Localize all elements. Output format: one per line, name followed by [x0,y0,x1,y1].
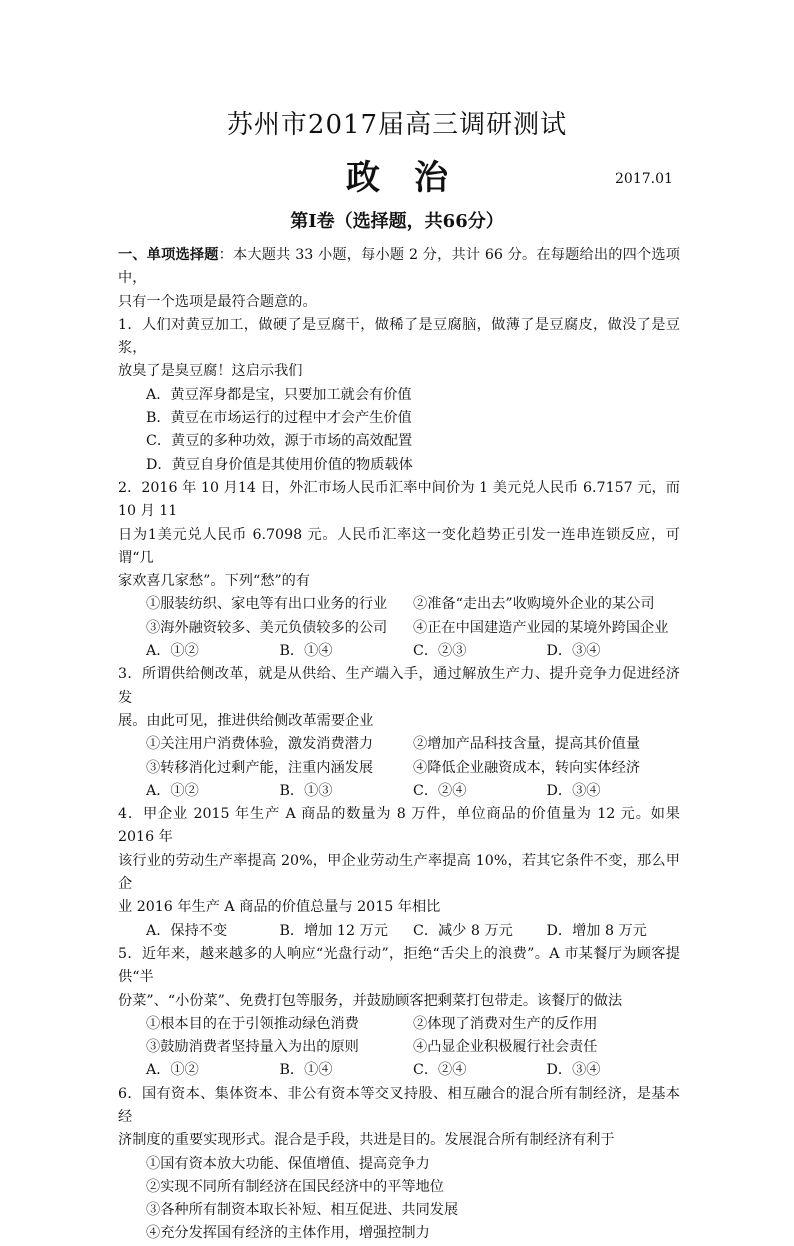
instructions-line1: ：本大题共 33 小题，每小题 2 分，共计 66 分。在每题给出的四个选项中， [118,247,680,287]
q6-statement-4: ④充分发挥国有经济的主体作用，增强控制力 [146,1225,430,1242]
q3-stem-line2: 展。由此可见，推进供给侧改革需要企业 [118,712,374,729]
q3-statements-row1 [118,733,680,756]
q2-statement-4: ④正在中国建造产业园的某境外跨国企业 [413,619,669,636]
instructions [118,244,680,291]
q4-option-b: B．增加 12 万元 [279,922,388,939]
instructions-label: 一、单项选择题 [118,247,219,263]
q4-choices [118,920,680,943]
q4-option-d: D．增加 8 万元 [546,922,647,939]
q5-statement-2: ②体现了消费对生产的反作用 [413,1015,598,1032]
q3-option-a: A．①② [146,782,199,799]
q5-stem-line1: 5．近年来，越来越多的人响应“光盘行动”，拒绝“舌尖上的浪费”。A 市某餐厅为顾客提供“半 [118,945,680,986]
q1-stem-line2: 放臭了是臭豆腐！这启示我们 [118,363,303,380]
q2-statements-row1 [118,593,680,616]
q2-option-a: A．①② [146,643,199,660]
q6-statement-1: ①国有资本放大功能、保值增值、提高竞争力 [146,1155,430,1172]
q3-option-b: B．①③ [279,782,333,799]
q2-option-c: C．②③ [413,643,467,660]
q1-option-c: C．黄豆的多种功效，源于市场的高效配置 [146,433,413,450]
q2-stem-line1: 2．2016 年 10 月14 日，外汇市场人民币汇率中间价为 1 美元兑人民币 6.7157 元，而 10 月 11 [118,479,680,520]
q2-statement-3: ③海外融资较多、美元负债较多的公司 [146,619,388,636]
q5-statement-1: ①根本目的在于引领推动绿色消费 [146,1015,359,1032]
q2-statements-row2 [118,617,680,640]
q2-stem-line3: 家欢喜几家愁”。下列“愁”的有 [118,573,311,590]
q2-option-b: B．①④ [279,643,333,660]
q4-option-a: A．保持不变 [146,922,228,939]
q6-statement-2: ②实现不同所有制经济在国民经济中的平等地位 [146,1178,444,1195]
q3-statement-1: ①关注用户消费体验，激发消费潜力 [146,736,374,753]
q3-option-c: C．②④ [413,782,467,799]
q1-stem-line1: 1．人们对黄豆加工，做硬了是豆腐干，做稀了是豆腐脑，做薄了是豆腐皮，做没了是豆浆， [118,316,680,357]
q5-option-c: C．②④ [413,1062,467,1079]
q4-option-c: C．减少 8 万元 [413,922,513,939]
q5-choices [118,1059,680,1082]
q2-statement-2: ②准备“走出去”收购境外企业的某公司 [413,596,655,613]
q5-statements-row2 [118,1036,680,1059]
q4-stem-line1: 4．甲企业 2015 年生产 A 商品的数量为 8 万件，单位商品的价值量为 12 元。如果 2016 年 [118,806,680,846]
subject-heading: 政治 [346,158,482,198]
q5-option-d: D．③④ [546,1062,601,1079]
q6-stem-line1: 6．国有资本、集体资本、非公有资本等交叉持股、相互融合的混合所有制经济，是基本经 [118,1085,680,1125]
q2-option-d: D．③④ [546,643,601,660]
q3-stem-line1: 3．所谓供给侧改革，就是从供给、生产端入手，通过解放生产力、提升竞争力促进经济发 [118,666,680,706]
q5-stem-line2: 份菜”、“小份菜”、免费打包等服务，并鼓励顾客把剩菜打包带走。该餐厅的做法 [118,992,623,1009]
q6-stem-line2: 济制度的重要实现形式。混合是手段，共进是目的。发展混合所有制经济有利于 [118,1132,615,1149]
q1-option-b: B．黄豆在市场运行的过程中才会产生价值 [146,410,412,427]
question-body [118,244,680,1246]
q3-statement-3: ③转移消化过剩产能，注重内涵发展 [146,759,374,776]
q1-option-a: A．黄豆浑身都是宝，只要加工就会有价值 [146,386,412,403]
q4-stem-line3: 业 2016 年生产 A 商品的价值总量与 2015 年相比 [118,899,441,916]
q2-statement-1: ①服装纺织、家电等有出口业务的行业 [146,596,388,613]
q5-option-a: A．①② [146,1062,199,1079]
q4-stem-line2: 该行业的劳动生产率提高 20%，甲企业劳动生产率提高 10%，若其它条件不变，那么甲企 [118,852,680,893]
q3-statement-2: ②增加产品科技含量，提高其价值量 [413,736,641,753]
exam-title: 苏州市2017届高三调研测试 [226,110,568,140]
q6-statement-3: ③各种所有制资本取长补短、相互促进、共同发展 [146,1202,459,1219]
q3-option-d: D．③④ [546,782,601,799]
q2-stem-line2: 日为1美元兑人民币 6.7098 元。人民币汇率这一变化趋势正引发一连串连锁反应，可谓“几 [118,526,680,566]
q1-option-d: D．黄豆自身价值是其使用价值的物质载体 [146,456,413,473]
q5-statement-4: ④凸显企业积极履行社会责任 [413,1039,598,1056]
exam-date: 2017.01 [615,171,673,187]
q2-choices [118,640,680,663]
q5-option-b: B．①④ [279,1062,333,1079]
q3-choices [118,780,680,803]
q3-statement-4: ④降低企业融资成本，转向实体经济 [413,759,641,776]
q5-statements-row1 [118,1013,680,1036]
section-heading: 第Ⅰ卷（选择题，共66分） [290,211,504,232]
q3-statements-row2 [118,757,680,780]
instructions-line2: 只有一个选项是最符合题意的。 [118,293,317,310]
q5-statement-3: ③鼓励消费者坚持量入为出的原则 [146,1039,359,1056]
